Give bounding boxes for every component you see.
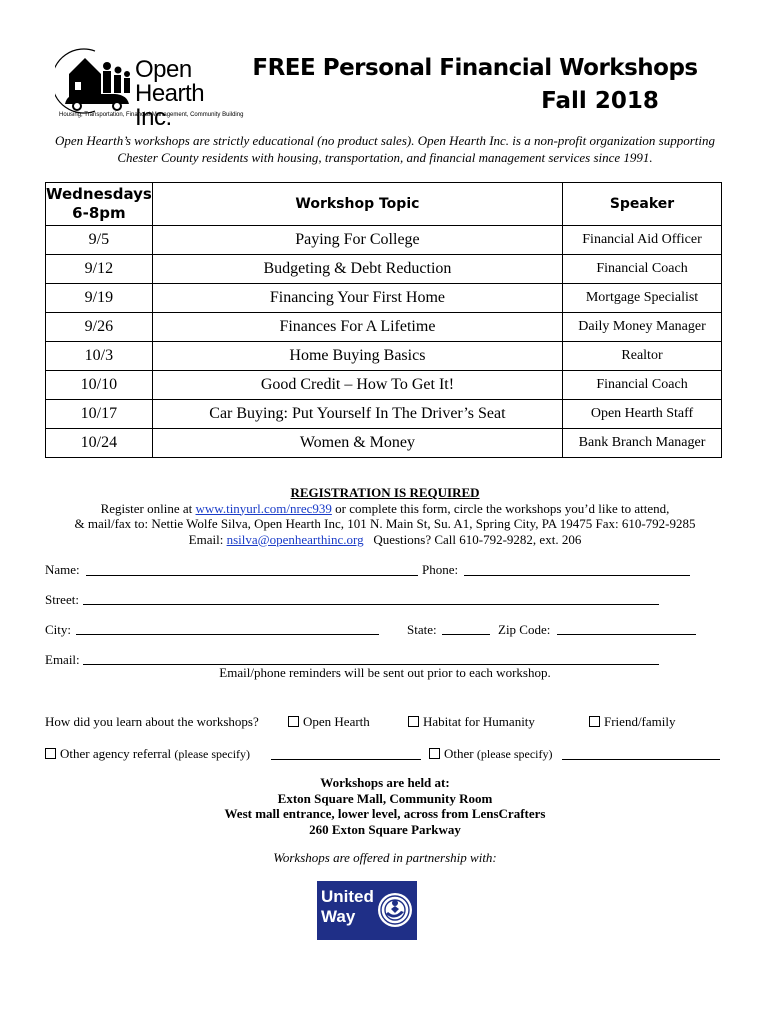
contact-email-link[interactable]: nsilva@openhearthinc.org bbox=[226, 531, 364, 547]
united-way-line2: Way bbox=[321, 907, 356, 926]
row-speaker: Financial Coach bbox=[563, 371, 722, 400]
registration-heading: REGISTRATION IS REQUIRED bbox=[290, 485, 480, 500]
row-speaker: Daily Money Manager bbox=[563, 313, 722, 342]
table-row bbox=[46, 371, 722, 400]
location-section bbox=[45, 775, 725, 837]
name-field[interactable] bbox=[86, 575, 418, 576]
row-date: 10/24 bbox=[46, 429, 153, 458]
row-speaker: Financial Coach bbox=[563, 255, 722, 284]
state-field[interactable] bbox=[442, 634, 490, 635]
row-topic: Paying For College bbox=[152, 226, 562, 255]
helping-hand-icon bbox=[377, 888, 413, 932]
phone-field[interactable] bbox=[464, 575, 690, 576]
table-row bbox=[46, 400, 722, 429]
city-field[interactable] bbox=[76, 634, 379, 635]
workshop-schedule-table bbox=[45, 182, 722, 458]
option-friend-label: Friend/family bbox=[604, 714, 676, 729]
option-other-agency-label: Other agency referral bbox=[60, 746, 172, 761]
zip-field[interactable] bbox=[557, 634, 696, 635]
name-label: Name: bbox=[45, 562, 80, 577]
please-specify-note: (please specify) bbox=[476, 747, 553, 761]
table-row bbox=[46, 342, 722, 371]
street-label: Street: bbox=[45, 592, 79, 607]
united-way-wordmark bbox=[321, 887, 374, 927]
united-way-line1: United bbox=[321, 887, 374, 906]
option-open-hearth-label: Open Hearth bbox=[303, 714, 370, 729]
registration-line2: & mail/fax to: Nettie Wolfe Silva, Open Hearth Inc, 101 N. Main St, Su. A1, Spring City, PA 19475 Fax: 610-792-9285 bbox=[74, 516, 696, 531]
location-line2: West mall entrance, lower level, across from LensCrafters bbox=[224, 806, 546, 821]
option-habitat-label: Habitat for Humanity bbox=[423, 714, 535, 729]
email-label: Email: bbox=[45, 652, 80, 667]
other-agency-field[interactable] bbox=[271, 759, 421, 760]
row-date: 10/17 bbox=[46, 400, 153, 429]
header-date-line2: 6-8pm bbox=[72, 204, 126, 222]
row-date: 9/19 bbox=[46, 284, 153, 313]
checkbox-icon bbox=[45, 748, 56, 759]
row-topic: Home Buying Basics bbox=[152, 342, 562, 371]
table-row bbox=[46, 429, 722, 458]
page-title: FREE Personal Financial Workshops bbox=[252, 55, 698, 81]
row-topic: Good Credit – How To Get It! bbox=[152, 371, 562, 400]
register-online-text: Register online at bbox=[100, 500, 196, 516]
header-speaker: Speaker bbox=[563, 183, 722, 226]
zip-label: Zip Code: bbox=[498, 622, 551, 637]
checkbox-icon bbox=[288, 716, 299, 727]
option-other-agency[interactable] bbox=[45, 746, 250, 762]
partner-text: Workshops are offered in partnership with: bbox=[273, 850, 497, 865]
logo-tagline: Housing, Transportation, Financial Management, Community Building bbox=[59, 112, 244, 118]
row-topic: Women & Money bbox=[152, 429, 562, 458]
registration-line1 bbox=[45, 501, 725, 517]
intro-text: Open Hearth’s workshops are strictly educational (no product sales). Open Hearth Inc. is a non-profit organization supporting Chester County residents with housing, transportation, and financial management services since 1991. bbox=[54, 133, 716, 165]
location-line3: 260 Exton Square Parkway bbox=[309, 821, 461, 837]
row-speaker: Bank Branch Manager bbox=[563, 429, 722, 458]
location-heading: Workshops are held at: bbox=[320, 775, 450, 790]
complete-form-text: or complete this form, circle the workshops you’d like to attend, bbox=[331, 500, 670, 516]
registration-url-link[interactable]: www.tinyurl.com/nrec939 bbox=[195, 500, 332, 516]
reminder-note: Email/phone reminders will be sent out prior to each workshop. bbox=[219, 665, 551, 680]
checkbox-icon bbox=[408, 716, 419, 727]
united-way-logo bbox=[317, 881, 417, 940]
street-field[interactable] bbox=[83, 604, 659, 605]
other-field[interactable] bbox=[562, 759, 720, 760]
row-topic: Finances For A Lifetime bbox=[152, 313, 562, 342]
option-open-hearth[interactable] bbox=[288, 714, 370, 730]
row-topic: Car Buying: Put Yourself In The Driver’s Seat bbox=[152, 400, 562, 429]
location-line1: Exton Square Mall, Community Room bbox=[277, 790, 493, 806]
house-family-icon bbox=[55, 48, 135, 114]
registration-line3 bbox=[45, 532, 725, 548]
table-row bbox=[46, 226, 722, 255]
checkbox-icon bbox=[589, 716, 600, 727]
city-label: City: bbox=[45, 622, 72, 637]
row-speaker: Mortgage Specialist bbox=[563, 284, 722, 313]
logo-word-open: Open bbox=[135, 56, 192, 83]
how-learn-label: How did you learn about the workshops? bbox=[45, 714, 259, 729]
row-date: 9/5 bbox=[46, 226, 153, 255]
row-topic: Budgeting & Debt Reduction bbox=[152, 255, 562, 284]
state-label: State: bbox=[407, 622, 437, 637]
header-date bbox=[46, 183, 153, 226]
open-hearth-logo bbox=[55, 48, 245, 131]
phone-label: Phone: bbox=[422, 562, 459, 577]
option-friend-family[interactable] bbox=[589, 714, 676, 730]
row-topic: Financing Your First Home bbox=[152, 284, 562, 313]
logo-word-hearth: Hearth Inc. bbox=[135, 80, 205, 131]
questions-phone-text: Questions? Call 610-792-9282, ext. 206 bbox=[373, 531, 582, 547]
option-other[interactable] bbox=[429, 746, 553, 762]
page-subtitle: Fall 2018 bbox=[541, 88, 659, 114]
row-date: 9/12 bbox=[46, 255, 153, 284]
table-row bbox=[46, 255, 722, 284]
header-date-line1: Wednesdays bbox=[46, 185, 152, 203]
row-speaker: Open Hearth Staff bbox=[563, 400, 722, 429]
table-row bbox=[46, 313, 722, 342]
header-topic: Workshop Topic bbox=[152, 183, 562, 226]
option-habitat[interactable] bbox=[408, 714, 535, 730]
row-speaker: Realtor bbox=[563, 342, 722, 371]
table-row bbox=[46, 284, 722, 313]
registration-section bbox=[45, 485, 725, 547]
table-header-row bbox=[46, 183, 722, 226]
row-speaker: Financial Aid Officer bbox=[563, 226, 722, 255]
row-date: 9/26 bbox=[46, 313, 153, 342]
checkbox-icon bbox=[429, 748, 440, 759]
option-other-label: Other bbox=[444, 746, 474, 761]
row-date: 10/3 bbox=[46, 342, 153, 371]
please-specify-note: (please specify) bbox=[174, 747, 251, 761]
email-contact-label: Email: bbox=[188, 531, 227, 547]
row-date: 10/10 bbox=[46, 371, 153, 400]
